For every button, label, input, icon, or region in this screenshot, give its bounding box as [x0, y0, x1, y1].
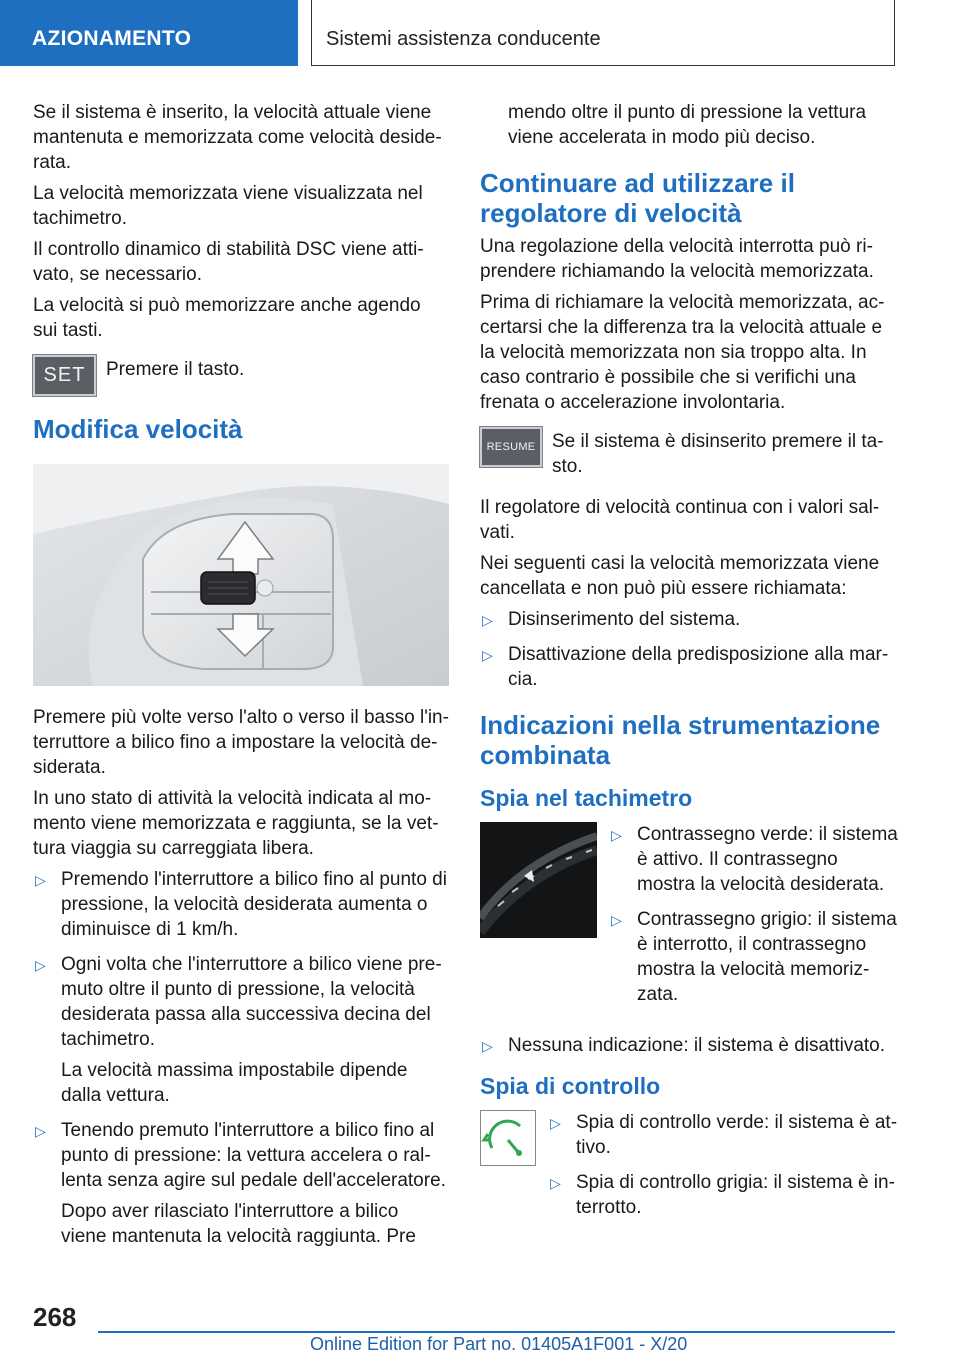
list-item-text: Contrassegno verde: il sistema è attivo. Il contrassegno mostra la velocità desiderata. — [637, 824, 898, 895]
list-item — [548, 1170, 898, 1220]
triangle-bullet-icon: ▷ — [35, 1123, 46, 1139]
list-item — [33, 1118, 449, 1249]
section-tab — [0, 0, 298, 66]
control-light-row — [480, 1110, 898, 1236]
control-light-bullet-list — [548, 1110, 898, 1230]
list-item-text: Spia di controllo grigia: il sistema è interrotto. — [576, 1172, 895, 1218]
list-item — [33, 867, 449, 942]
page-number: 268 — [33, 1302, 77, 1332]
list-item — [33, 952, 449, 1108]
triangle-bullet-icon: ▷ — [35, 872, 46, 888]
triangle-bullet-icon: ▷ — [550, 1175, 561, 1191]
list-item-text: Premendo l'interruttore a bilico fino al punto di pressione, la velocità desiderata aumenta o diminuisce di 1 km/h. — [61, 869, 447, 940]
list-item-text: Nessuna indicazione: il sistema è disattivato. — [508, 1035, 886, 1056]
cancel-bullet-list — [480, 607, 898, 692]
paragraph: In uno stato di attività la velocità indicata al momento viene memorizzata e raggiunta, se la vettura viaggia su carreggiata libera. — [33, 788, 439, 859]
paragraph: Se il sistema è inserito, la velocità attuale viene mantenuta e memorizzata come velocità desiderata. — [33, 102, 442, 173]
list-item — [609, 907, 898, 1007]
resume-key-label: RESUME — [486, 441, 536, 453]
tachometer-bullet-list — [609, 822, 898, 1017]
triangle-bullet-icon: ▷ — [482, 612, 493, 628]
list-item-note: La velocità massima impostabile dipende dalla vettura. — [61, 1060, 408, 1106]
speedometer-marker-image — [480, 822, 597, 938]
list-item-text: Contrassegno grigio: il sistema è interrotto, il contrassegno mostra la velocità memorizzata. — [637, 909, 897, 1005]
heading-modifica-velocita: Modifica velocità — [33, 414, 243, 444]
list-item — [480, 642, 898, 692]
paragraph: Il controllo dinamico di stabilità DSC viene attivato, se necessario. — [33, 239, 424, 285]
list-item-note: Dopo aver rilasciato l'interruttore a bilico viene mantenuta la velocità raggiunta. Pre — [61, 1201, 416, 1247]
paragraph: Il regolatore di velocità continua con i valori salvati. — [480, 497, 880, 543]
resume-key-text: Se il sistema è disinserito premere il tasto. — [552, 431, 884, 477]
triangle-bullet-icon: ▷ — [35, 957, 46, 973]
paragraph: Una regolazione della velocità interrotta può riprendere richiamando la velocità memorizzata. — [480, 236, 874, 282]
paragraph: La velocità si può memorizzare anche agendo sui tasti. — [33, 295, 421, 341]
paragraph: Nei seguenti casi la velocità memorizzata viene cancellata e non può più essere richiamata: — [480, 553, 880, 599]
chapter-tab — [311, 0, 895, 66]
set-key-icon — [33, 355, 96, 396]
set-key-text: Premere il tasto. — [106, 359, 245, 380]
heading-spia-tachimetro: Spia nel tachimetro — [480, 785, 693, 811]
triangle-bullet-icon: ▷ — [482, 647, 493, 663]
paragraph: La velocità memorizzata viene visualizzata nel tachimetro. — [33, 183, 423, 229]
heading-continuare: Continuare ad utilizzare il regolatore di velocità — [480, 168, 795, 228]
triangle-bullet-icon: ▷ — [611, 827, 622, 843]
resume-key-row — [480, 427, 898, 485]
tachometer-extra-list — [480, 1033, 898, 1058]
modifica-bullet-list — [33, 867, 449, 1249]
edition-footer-text: Online Edition for Part no. 01405A1F001 - X/20 — [310, 1334, 688, 1354]
chapter-title: Sistemi assistenza conducente — [326, 28, 601, 50]
left-column — [33, 100, 449, 1259]
cruise-control-indicator-icon — [480, 1110, 536, 1166]
resume-key-icon — [480, 427, 542, 467]
tachometer-row — [480, 822, 898, 1023]
list-item-text: Ogni volta che l'interruttore a bilico viene premuto oltre il punto di pressione, la velocità desiderata passa alla successiva decina del tachimetro. — [61, 954, 442, 1050]
right-column — [480, 100, 898, 1246]
list-item-text: Spia di controllo verde: il sistema è attivo. — [576, 1112, 898, 1158]
triangle-bullet-icon: ▷ — [611, 912, 622, 928]
list-item-text: Disattivazione della predisposizione alla marcia. — [508, 644, 889, 690]
triangle-bullet-icon: ▷ — [550, 1115, 561, 1131]
list-item-text: Disinserimento del sistema. — [508, 609, 741, 630]
heading-spia-controllo: Spia di controllo — [480, 1073, 661, 1099]
set-key-label: SET — [43, 364, 86, 386]
list-item — [609, 822, 898, 897]
list-item — [480, 607, 898, 632]
steering-wheel-switch-photo — [33, 464, 449, 686]
paragraph: Prima di richiamare la velocità memorizzata, accertarsi che la differenza tra la velocità attuale e la velocità memorizzata non sia troppo alta. In caso contrario è possibile che si verifichi una frenata o accelerazione involontaria. — [480, 292, 885, 413]
triangle-bullet-icon: ▷ — [482, 1038, 493, 1054]
section-title: AZIONAMENTO — [32, 27, 192, 50]
footer-divider — [98, 1331, 895, 1333]
list-item-note-continued: mendo oltre il punto di pressione la vettura viene accelerata in modo più deciso. — [508, 102, 867, 148]
list-item-text: Tenendo premuto l'interruttore a bilico fino al punto di pressione: la vettura accelera o rallenta senza agire sul pedale dell'acceleratore. — [61, 1120, 446, 1191]
heading-indicazioni: Indicazioni nella strumentazione combinata — [480, 710, 881, 770]
list-item — [480, 1033, 898, 1058]
paragraph: Premere più volte verso l'alto o verso il basso l'interruttore a bilico fino a impostare la velocità desiderata. — [33, 707, 449, 778]
set-key-row — [33, 355, 449, 396]
list-item — [548, 1110, 898, 1160]
